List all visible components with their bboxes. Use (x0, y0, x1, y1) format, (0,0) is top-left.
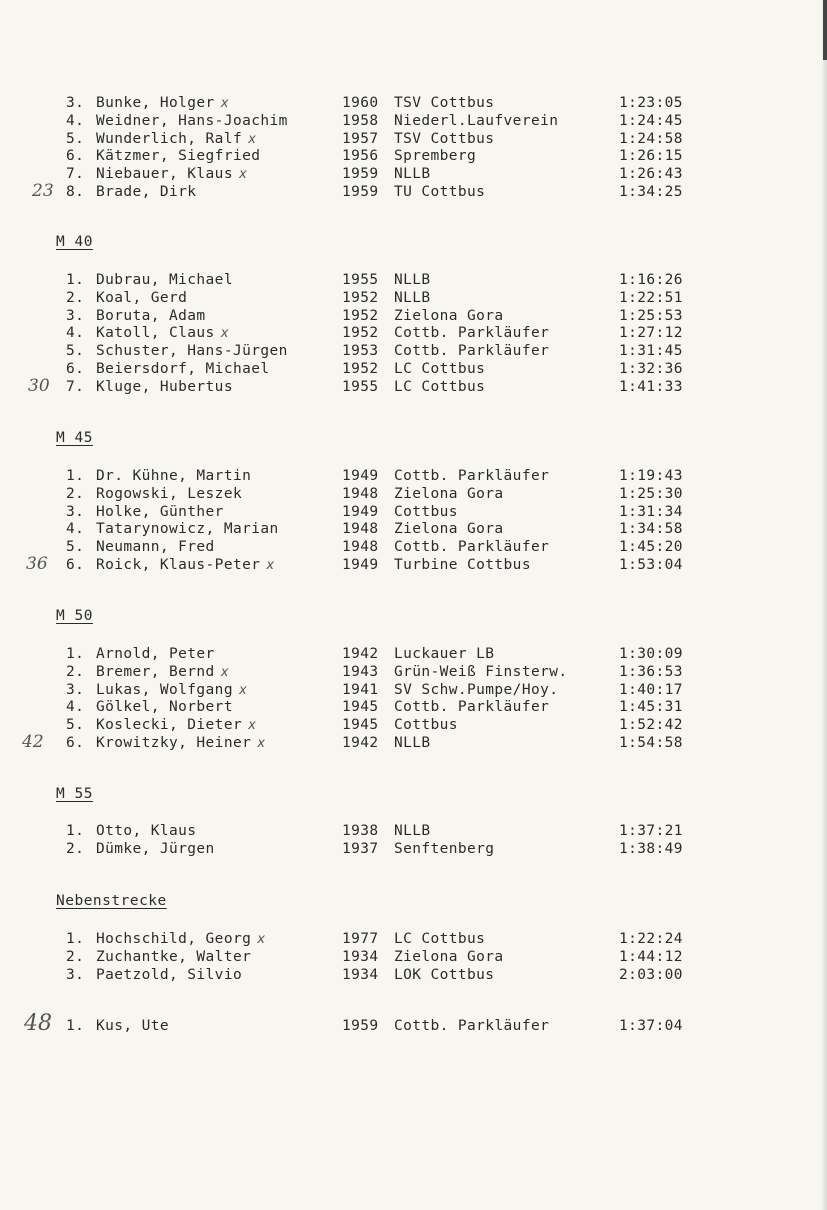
athlete-name (96, 94, 229, 113)
club: Turbine Cottbus (394, 557, 531, 573)
birth-year: 1948 (342, 539, 379, 556)
athlete-name-text: Hochschild, Georg (96, 931, 252, 947)
result-row (0, 503, 827, 521)
rank: 4. (66, 112, 85, 129)
athlete-name-text: Lukas, Wolfgang (96, 681, 233, 698)
birth-year: 1949 (342, 557, 379, 573)
finish-time: 1:25:53 (619, 307, 683, 324)
finish-time: 1:26:43 (619, 166, 683, 183)
result-row (0, 822, 827, 840)
athlete-name-text: Tatarynowicz, Marian (96, 521, 279, 538)
athlete-name-text: Arnold, Peter (96, 646, 215, 662)
birth-year: 1949 (342, 468, 379, 484)
birth-year: 1960 (342, 95, 379, 111)
athlete-name-text: Otto, Klaus (96, 823, 197, 839)
result-row (0, 538, 827, 556)
birth-year: 1952 (342, 289, 379, 306)
club: Spremberg (394, 148, 477, 165)
rank: 4. (66, 699, 85, 716)
result-row (0, 147, 827, 165)
athlete-name-text: Bremer, Bernd (96, 663, 215, 680)
finish-time: 1:37:21 (619, 823, 683, 839)
club: TSV Cottbus (394, 95, 495, 111)
club: Cottb. Parkläufer (394, 325, 550, 342)
athlete-name-text: Roick, Klaus-Peter (96, 557, 261, 573)
rank: 3. (66, 503, 85, 520)
athlete-name-text: Beiersdorf, Michael (96, 361, 270, 377)
rank: 3. (66, 95, 85, 111)
finish-time: 1:34:25 (619, 184, 683, 200)
club: Niederl.Laufverein (394, 112, 559, 129)
result-row (0, 966, 827, 984)
rank: 3. (66, 681, 85, 698)
rank: 4. (66, 325, 85, 342)
club: Zielona Gora (394, 948, 504, 965)
athlete-name (96, 556, 274, 575)
club: NLLB (394, 735, 431, 751)
birth-year: 1952 (342, 361, 379, 377)
athlete-name-text: Gölkel, Norbert (96, 699, 233, 716)
handwritten-check-mark: x (266, 558, 275, 573)
result-row (0, 948, 827, 966)
finish-time: 1:36:53 (619, 663, 683, 680)
finish-time: 1:16:26 (619, 272, 683, 288)
club: NLLB (394, 289, 431, 306)
finish-time: 1:44:12 (619, 948, 683, 965)
result-row (0, 112, 827, 130)
birth-year: 1938 (342, 823, 379, 839)
club: Luckauer LB (394, 646, 495, 662)
section-heading: M 55 (56, 786, 93, 802)
athlete-name (96, 966, 242, 984)
birth-year: 1949 (342, 503, 379, 520)
result-row (0, 342, 827, 360)
finish-time: 1:38:49 (619, 840, 683, 857)
rank: 1. (66, 272, 85, 288)
finish-time: 1:45:31 (619, 699, 683, 716)
birth-year: 1952 (342, 307, 379, 324)
athlete-name-text: Schuster, Hans-Jürgen (96, 343, 288, 360)
birth-year: 1957 (342, 130, 379, 147)
athlete-name (96, 840, 215, 858)
athlete-name (96, 645, 215, 663)
athlete-name-text: Kätzmer, Siegfried (96, 148, 261, 165)
athlete-name-text: Kluge, Hubertus (96, 378, 233, 395)
club: NLLB (394, 166, 431, 183)
club: LC Cottbus (394, 378, 486, 395)
club: Grün-Weiß Finsterw. (394, 663, 568, 680)
finish-time: 1:52:42 (619, 717, 683, 734)
result-row (0, 520, 827, 538)
athlete-name (96, 485, 242, 503)
section-heading: M 45 (56, 430, 93, 446)
athlete-name (96, 467, 251, 485)
result-row (0, 485, 827, 503)
handwritten-check-mark: x (257, 932, 266, 947)
rank: 2. (66, 485, 85, 502)
handwritten-check-mark: x (238, 167, 248, 183)
handwritten-margin-note: 23 (32, 181, 54, 201)
athlete-name (96, 147, 260, 165)
result-row (0, 165, 827, 183)
result-row (0, 663, 827, 681)
athlete-name-text: Koslecki, Dieter (96, 717, 243, 734)
athlete-name-text: Dubrau, Michael (96, 272, 233, 288)
finish-time: 1:23:05 (619, 95, 683, 111)
result-row (0, 130, 827, 148)
athlete-name (96, 130, 256, 149)
birth-year: 1977 (342, 931, 379, 947)
club: Cottb. Parkläufer (394, 539, 550, 556)
rank: 5. (66, 717, 85, 734)
finish-time: 2:03:00 (619, 966, 683, 983)
club: Cottb. Parkläufer (394, 1018, 550, 1034)
birth-year: 1945 (342, 717, 379, 734)
finish-time: 1:25:30 (619, 485, 683, 502)
rank: 1. (66, 931, 85, 947)
result-row (0, 681, 827, 699)
rank: 2. (66, 948, 85, 965)
athlete-name (96, 289, 187, 307)
rank: 6. (66, 557, 85, 573)
result-row (0, 556, 827, 574)
birth-year: 1959 (342, 166, 379, 183)
athlete-name (96, 734, 265, 753)
athlete-name (96, 681, 247, 700)
result-row (0, 698, 827, 716)
athlete-name-text: Rogowski, Leszek (96, 485, 243, 502)
club: SV Schw.Pumpe/Hoy. (394, 681, 559, 698)
result-row (0, 360, 827, 378)
athlete-name-text: Bunke, Holger (96, 95, 215, 111)
athlete-name-text: Holke, Günther (96, 503, 224, 520)
athlete-name (96, 324, 229, 343)
rank: 2. (66, 663, 85, 680)
athlete-name (96, 538, 215, 556)
rank: 7. (66, 378, 85, 395)
finish-time: 1:31:45 (619, 343, 683, 360)
athlete-name-text: Boruta, Adam (96, 307, 206, 324)
athlete-name (96, 503, 224, 521)
club: LC Cottbus (394, 361, 486, 377)
rank: 6. (66, 735, 85, 751)
handwritten-check-mark: x (220, 326, 229, 342)
birth-year: 1937 (342, 840, 379, 857)
rank: 5. (66, 130, 85, 147)
section-heading: M 40 (56, 234, 93, 250)
handwritten-check-mark: x (220, 664, 229, 680)
result-row (0, 324, 827, 342)
club: Cottbus (394, 503, 458, 520)
club: Zielona Gora (394, 307, 504, 324)
handwritten-margin-note: 36 (26, 554, 48, 574)
club: Cottb. Parkläufer (394, 343, 550, 360)
result-row (0, 716, 827, 734)
finish-time: 1:32:36 (619, 361, 683, 377)
athlete-name-text: Paetzold, Silvio (96, 966, 243, 983)
athlete-name (96, 930, 265, 949)
club: Cottb. Parkläufer (394, 468, 550, 484)
finish-time: 1:45:20 (619, 539, 683, 556)
rank: 2. (66, 289, 85, 306)
result-row (0, 289, 827, 307)
rank: 2. (66, 840, 85, 857)
athlete-name (96, 307, 206, 325)
birth-year: 1934 (342, 966, 379, 983)
athlete-name (96, 112, 288, 130)
athlete-name (96, 698, 233, 716)
handwritten-check-mark: x (248, 131, 257, 147)
athlete-name (96, 378, 233, 396)
rank: 5. (66, 343, 85, 360)
athlete-name-text: Krowitzky, Heiner (96, 735, 252, 751)
birth-year: 1934 (342, 948, 379, 965)
rank: 6. (66, 361, 85, 377)
handwritten-margin-note: 48 (24, 1011, 52, 1036)
rank: 7. (66, 166, 85, 183)
birth-year: 1953 (342, 343, 379, 360)
athlete-name-text: Dr. Kühne, Martin (96, 468, 252, 484)
athlete-name-text: Niebauer, Klaus (96, 166, 233, 183)
club: LC Cottbus (394, 931, 486, 947)
result-row (0, 645, 827, 663)
birth-year: 1952 (342, 325, 379, 342)
finish-time: 1:26:15 (619, 148, 683, 165)
club: Cottbus (394, 717, 458, 734)
rank: 5. (66, 539, 85, 556)
result-row (0, 930, 827, 948)
finish-time: 1:34:58 (619, 521, 683, 538)
section-heading: Nebenstrecke (56, 893, 167, 909)
finish-time: 1:24:45 (619, 112, 683, 129)
athlete-name-text: Dümke, Jürgen (96, 840, 215, 857)
athlete-name (96, 1017, 169, 1035)
handwritten-check-mark: x (238, 682, 248, 698)
athlete-name-text: Kus, Ute (96, 1018, 170, 1034)
finish-time: 1:37:04 (619, 1018, 683, 1034)
handwritten-margin-note: 42 (22, 732, 44, 752)
athlete-name (96, 183, 196, 201)
club: NLLB (394, 823, 431, 839)
rank: 1. (66, 823, 85, 839)
birth-year: 1959 (342, 184, 379, 200)
athlete-name-text: Brade, Dirk (96, 184, 197, 200)
athlete-name (96, 948, 251, 966)
result-row (0, 94, 827, 112)
athlete-name-text: Wunderlich, Ralf (96, 130, 243, 147)
athlete-name (96, 520, 279, 538)
club: Zielona Gora (394, 521, 504, 538)
rank: 1. (66, 646, 85, 662)
athlete-name (96, 271, 233, 289)
finish-time: 1:54:58 (619, 735, 683, 751)
birth-year: 1945 (342, 699, 379, 716)
rank: 3. (66, 966, 85, 983)
birth-year: 1943 (342, 663, 379, 680)
athlete-name (96, 822, 196, 840)
birth-year: 1948 (342, 485, 379, 502)
result-row (0, 183, 827, 201)
birth-year: 1942 (342, 735, 379, 751)
birth-year: 1959 (342, 1018, 379, 1034)
athlete-name (96, 663, 229, 682)
handwritten-check-mark: x (220, 96, 229, 111)
birth-year: 1955 (342, 378, 379, 395)
handwritten-check-mark: x (248, 718, 257, 734)
athlete-name-text: Koal, Gerd (96, 289, 188, 306)
athlete-name-text: Zuchantke, Walter (96, 948, 252, 965)
finish-time: 1:19:43 (619, 468, 683, 484)
handwritten-check-mark: x (257, 736, 266, 751)
finish-time: 1:40:17 (619, 681, 683, 698)
result-row (0, 375, 827, 396)
athlete-name-text: Weidner, Hans-Joachim (96, 112, 288, 129)
club: NLLB (394, 272, 431, 288)
athlete-name-text: Neumann, Fred (96, 539, 215, 556)
club: Zielona Gora (394, 485, 504, 502)
section-heading: M 50 (56, 608, 93, 624)
birth-year: 1956 (342, 148, 379, 165)
result-row (0, 467, 827, 485)
club: TSV Cottbus (394, 130, 495, 147)
athlete-name-text: Katoll, Claus (96, 325, 215, 342)
athlete-name (96, 342, 288, 360)
result-row (0, 1017, 827, 1035)
rank: 8. (66, 184, 85, 200)
finish-time: 1:22:51 (619, 289, 683, 306)
page-edge-mark (823, 0, 827, 60)
athlete-name (96, 360, 269, 378)
birth-year: 1955 (342, 272, 379, 288)
birth-year: 1948 (342, 521, 379, 538)
finish-time: 1:27:12 (619, 325, 683, 342)
result-row (0, 271, 827, 289)
athlete-name (96, 716, 256, 735)
birth-year: 1941 (342, 681, 379, 698)
rank: 1. (66, 1018, 85, 1034)
finish-time: 1:53:04 (619, 557, 683, 573)
finish-time: 1:30:09 (619, 646, 683, 662)
result-row (0, 840, 827, 858)
rank: 1. (66, 468, 85, 484)
club: Senftenberg (394, 840, 495, 857)
finish-time: 1:41:33 (619, 378, 683, 395)
birth-year: 1958 (342, 112, 379, 129)
birth-year: 1942 (342, 646, 379, 662)
club: Cottb. Parkläufer (394, 699, 550, 716)
finish-time: 1:22:24 (619, 931, 683, 947)
athlete-name (96, 165, 247, 184)
finish-time: 1:31:34 (619, 503, 683, 520)
club: TU Cottbus (394, 184, 486, 200)
club: LOK Cottbus (394, 966, 495, 983)
result-row (0, 307, 827, 325)
finish-time: 1:24:58 (619, 130, 683, 147)
handwritten-margin-note: 30 (28, 375, 50, 396)
rank: 3. (66, 307, 85, 324)
rank: 4. (66, 521, 85, 538)
rank: 6. (66, 148, 85, 165)
result-row (0, 734, 827, 752)
